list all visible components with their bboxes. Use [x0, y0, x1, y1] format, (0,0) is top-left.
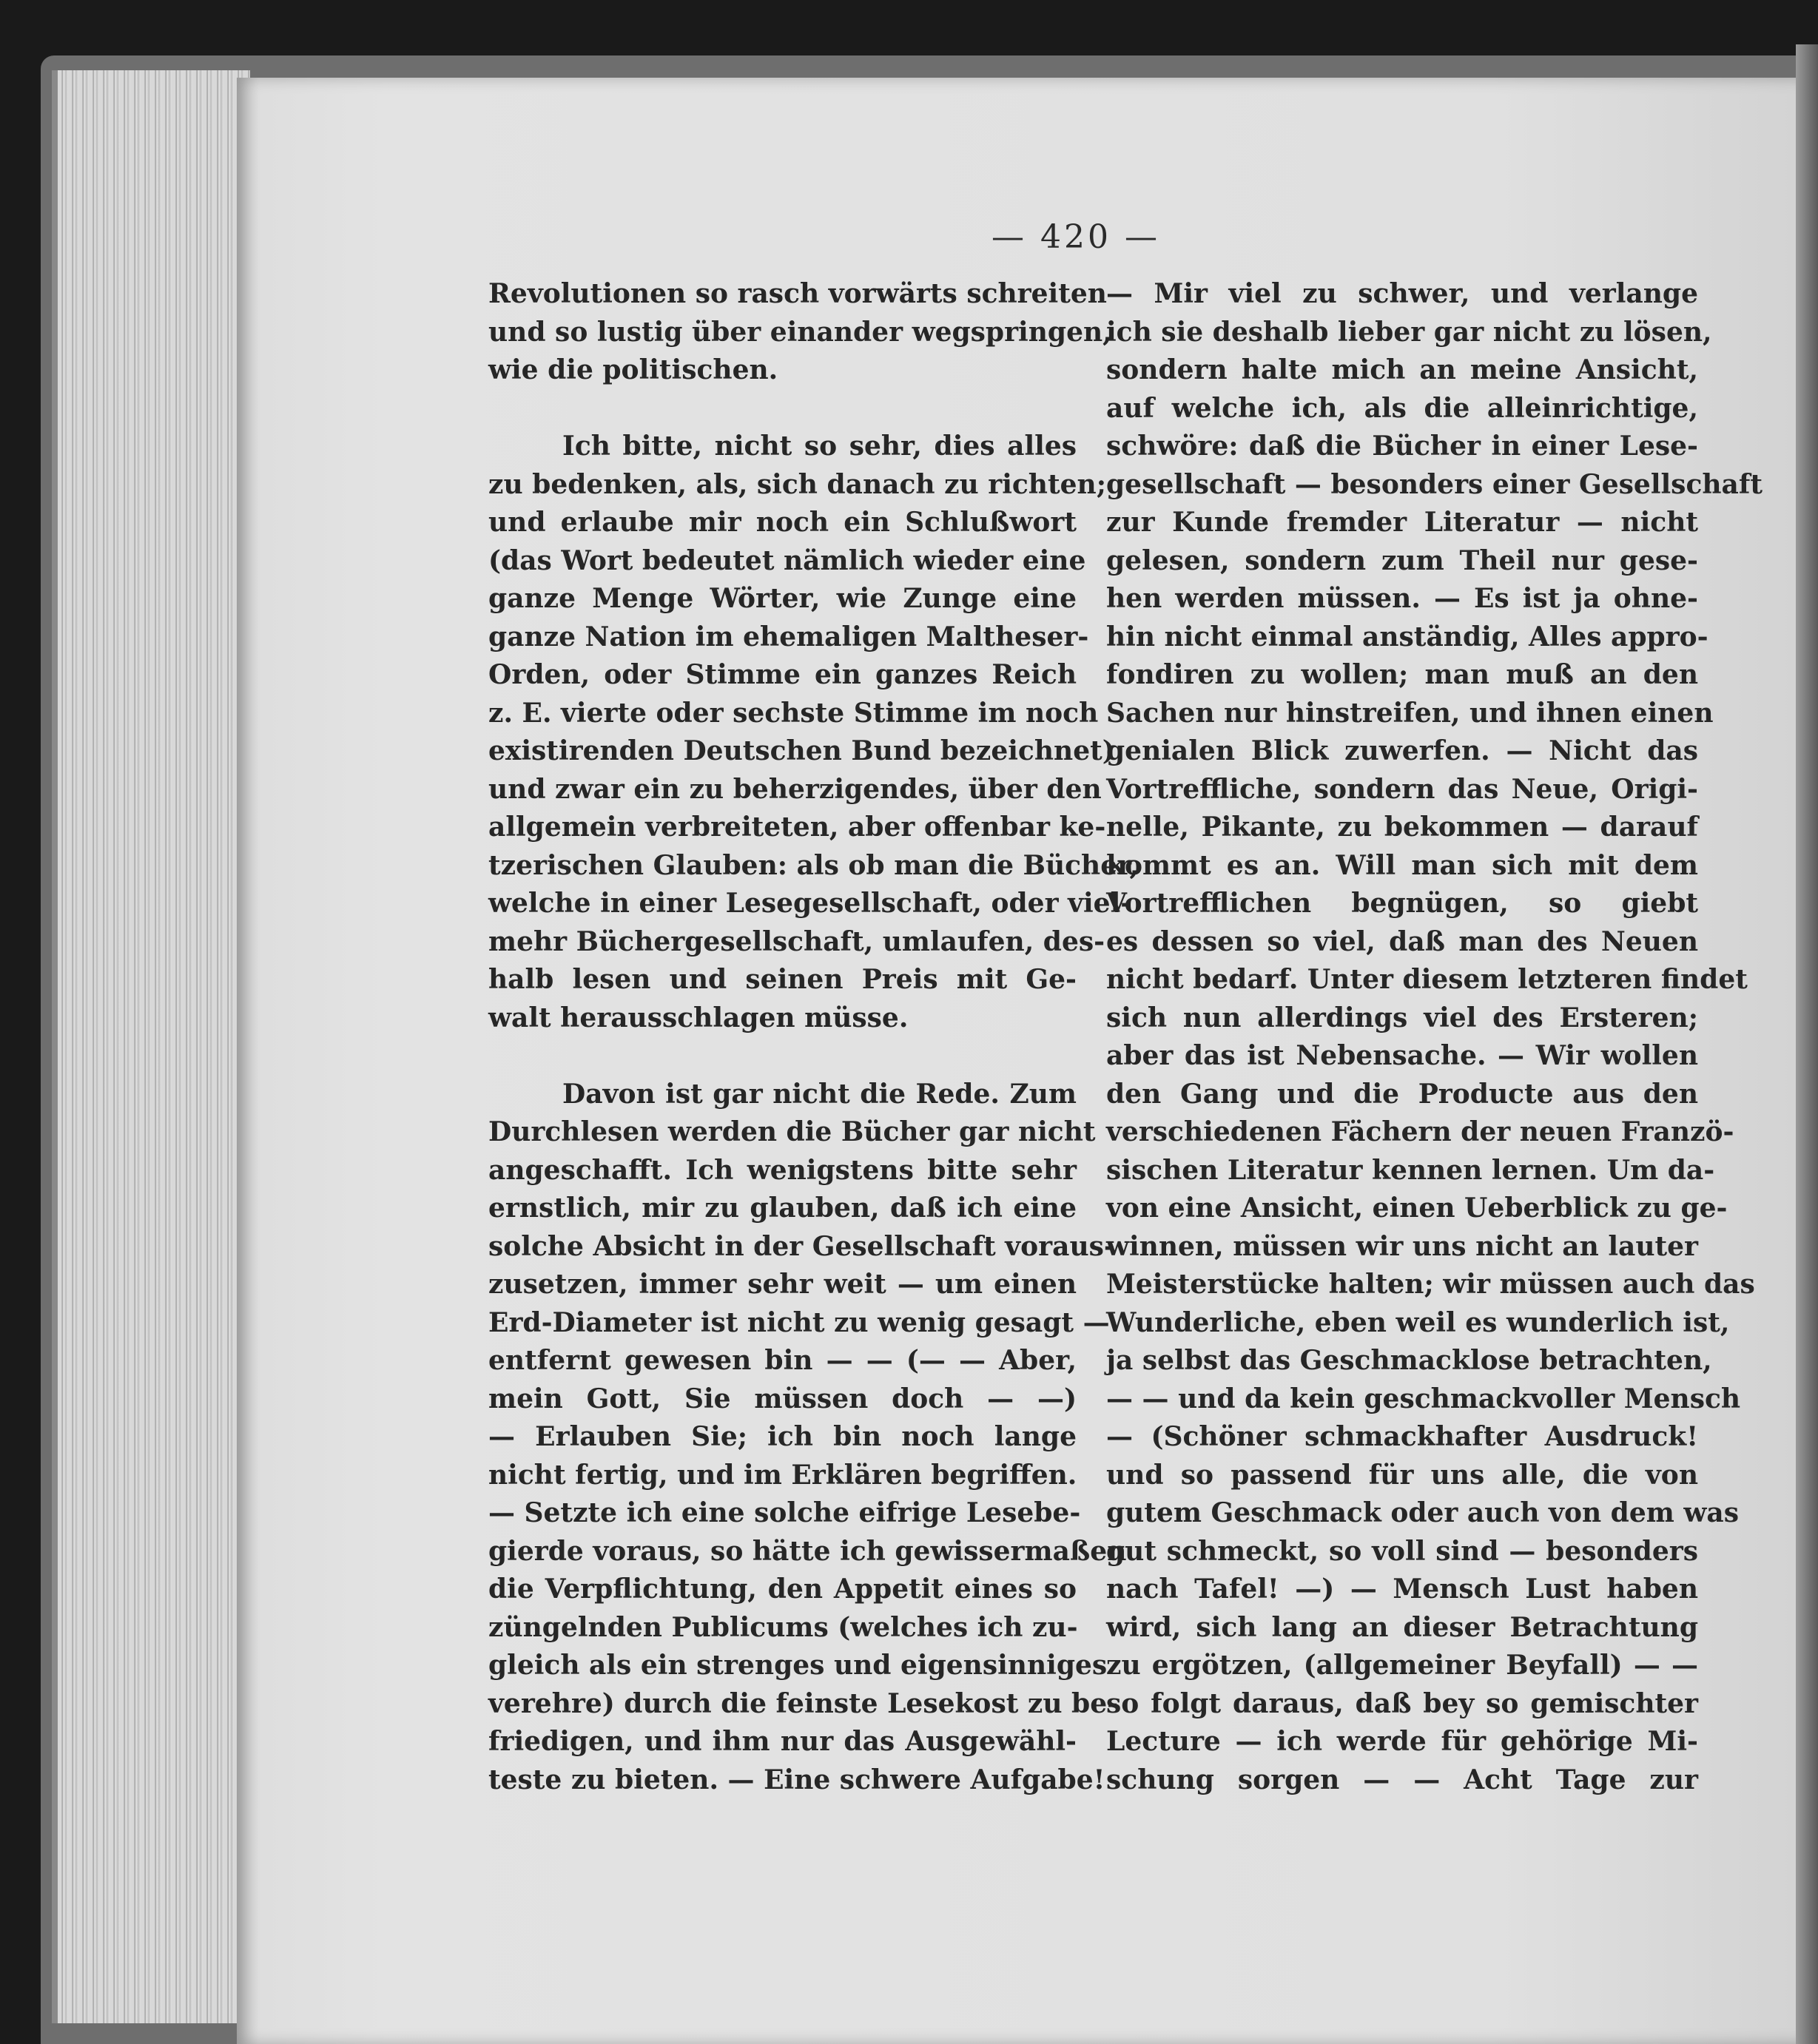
- text-line: und erlaube mir noch ein Schlußwort: [488, 507, 1077, 538]
- text-line: gelesen, sondern zum Theil nur gese-: [1106, 544, 1698, 576]
- text-line: ja selbst das Geschmacklose betrachten,: [1106, 1345, 1712, 1376]
- text-line: — Setzte ich eine solche eifrige Lesebe-: [488, 1497, 1081, 1528]
- scan-border: [1796, 44, 1818, 2044]
- text-line: hen werden müssen. — Es ist ja ohne-: [1106, 583, 1698, 614]
- text-line: hin nicht einmal anständig, Alles appro-: [1106, 621, 1708, 652]
- text-line: sischen Literatur kennen lernen. Um da-: [1106, 1154, 1715, 1186]
- text-line: Meisterstücke halten; wir müssen auch das: [1106, 1269, 1755, 1300]
- text-line: Orden, oder Stimme ein ganzes Reich: [488, 659, 1077, 690]
- text-line: Vortreffliche, sondern das Neue, Origi-: [1106, 773, 1698, 805]
- text-line: tzerischen Glauben: als ob man die Bücher,: [488, 849, 1139, 881]
- text-line: entfernt gewesen bin — — (— — Aber,: [488, 1345, 1077, 1376]
- left-text-column: [488, 275, 1139, 1799]
- text-line: existirenden Deutschen Bund bezeichnet): [488, 735, 1115, 766]
- text-line: genialen Blick zuwerfen. — Nicht das: [1106, 735, 1698, 766]
- text-line: gut schmeckt, so voll sind — besonders: [1106, 1535, 1698, 1567]
- text-line: wird, sich lang an dieser Betrachtung: [1106, 1611, 1698, 1643]
- text-line: Erd-Diameter ist nicht zu wenig gesagt —: [488, 1306, 1110, 1338]
- text-line: z. E. vierte oder sechste Stimme im noch: [488, 697, 1099, 729]
- paragraph-gap: [488, 1037, 1077, 1076]
- text-line: von eine Ansicht, einen Ueberblick zu ge-: [1106, 1193, 1728, 1224]
- text-line: wie die politischen.: [488, 354, 778, 385]
- text-line: Revolutionen so rasch vorwärts schreiten: [488, 278, 1107, 309]
- text-line: Wunderliche, eben weil es wunderlich ist,: [1106, 1306, 1730, 1338]
- text-line: fondiren zu wollen; man muß an den: [1106, 659, 1698, 690]
- text-line: — — und da kein geschmackvoller Mensch: [1106, 1383, 1741, 1414]
- page-number: — 420 —: [992, 218, 1160, 256]
- paragraph-gap: [488, 390, 1077, 428]
- text-line: schung sorgen — — Acht Tage zur: [1106, 1764, 1698, 1795]
- text-line: winnen, müssen wir uns nicht an lauter: [1106, 1230, 1698, 1262]
- text-line: verehre) durch die feinste Lesekost zu be-: [488, 1687, 1119, 1719]
- text-line: mehr Büchergesellschaft, umlaufen, des-: [488, 925, 1105, 957]
- text-line: ganze Menge Wörter, wie Zunge eine: [488, 583, 1077, 614]
- text-line: es dessen so viel, daß man des Neuen: [1106, 925, 1698, 957]
- text-line: Ich bitte, nicht so sehr, dies alles: [562, 431, 1077, 462]
- text-line: walt herausschlagen müsse.: [488, 1002, 909, 1033]
- page-edges: [52, 70, 250, 2023]
- text-line: zur Kunde fremder Literatur — nicht: [1106, 507, 1698, 538]
- text-line: halb lesen und seinen Preis mit Ge-: [488, 964, 1077, 995]
- text-line: nelle, Pikante, zu bekommen — darauf: [1106, 812, 1698, 843]
- text-line: verschiedenen Fächern der neuen Franzö-: [1106, 1116, 1734, 1147]
- text-line: kommt es an. Will man sich mit dem: [1106, 849, 1698, 881]
- text-line: ernstlich, mir zu glauben, daß ich eine: [488, 1193, 1077, 1224]
- text-line: teste zu bieten. — Eine schwere Aufgabe!: [488, 1764, 1105, 1795]
- text-line: friedigen, und ihm nur das Ausgewähl-: [488, 1726, 1077, 1757]
- text-line: zu bedenken, als, sich danach zu richten;: [488, 468, 1106, 500]
- text-line: — (Schöner schmackhafter Ausdruck!: [1106, 1421, 1698, 1452]
- text-line: und zwar ein zu beherzigendes, über den: [488, 773, 1102, 805]
- text-line: züngelnden Publicums (welches ich zu-: [488, 1611, 1078, 1643]
- text-line: gesellschaft — besonders einer Gesellschaft: [1106, 468, 1763, 500]
- text-line: Vortrefflichen begnügen, so giebt: [1106, 888, 1698, 919]
- text-line: zu ergötzen, (allgemeiner Beyfall) — —: [1106, 1650, 1698, 1681]
- text-line: Lecture — ich werde für gehörige Mi-: [1106, 1726, 1698, 1757]
- text-line: nicht bedarf. Unter diesem letzteren findet: [1106, 964, 1748, 995]
- text-line: gierde voraus, so hätte ich gewissermaßen: [488, 1535, 1127, 1567]
- text-line: nach Tafel! —) — Mensch Lust haben: [1106, 1574, 1698, 1605]
- text-line: den Gang und die Producte aus den: [1106, 1078, 1698, 1110]
- text-line: und so passend für uns alle, die von: [1106, 1459, 1698, 1491]
- text-line: sich nun allerdings viel des Ersteren;: [1106, 1002, 1698, 1033]
- text-line: — Mir viel zu schwer, und verlange: [1106, 278, 1698, 309]
- text-line: und so lustig über einander wegspringen,: [488, 316, 1112, 348]
- text-line: auf welche ich, als die alleinrichtige,: [1106, 392, 1698, 424]
- text-line: Davon ist gar nicht die Rede. Zum: [562, 1078, 1077, 1110]
- text-line: ganze Nation im ehemaligen Maltheser-: [488, 621, 1089, 652]
- text-line: allgemein verbreiteten, aber offenbar ke-: [488, 812, 1106, 843]
- text-line: sondern halte mich an meine Ansicht,: [1106, 354, 1698, 385]
- text-line: aber das ist Nebensache. — Wir wollen: [1106, 1040, 1698, 1071]
- text-line: — Erlauben Sie; ich bin noch lange: [488, 1421, 1077, 1452]
- text-line: Sachen nur hinstreifen, und ihnen einen: [1106, 697, 1714, 729]
- text-line: so folgt daraus, daß bey so gemischter: [1106, 1687, 1698, 1719]
- text-line: gutem Geschmack oder auch von dem was: [1106, 1497, 1739, 1528]
- text-line: (das Wort bedeutet nämlich wieder eine: [488, 544, 1086, 576]
- text-line: nicht fertig, und im Erklären begriffen.: [488, 1459, 1077, 1491]
- text-line: schwöre: daß die Bücher in einer Lese-: [1106, 431, 1698, 462]
- text-line: die Verpflichtung, den Appetit eines so: [488, 1574, 1077, 1605]
- text-line: zusetzen, immer sehr weit — um einen: [488, 1269, 1077, 1300]
- text-line: mein Gott, Sie müssen doch — —): [488, 1383, 1077, 1414]
- right-text-column: [1106, 275, 1763, 1799]
- text-line: angeschafft. Ich wenigstens bitte sehr: [488, 1154, 1077, 1186]
- text-line: ich sie deshalb lieber gar nicht zu lösen,: [1106, 316, 1712, 348]
- text-line: welche in einer Lesegesellschaft, oder viel-: [488, 888, 1132, 919]
- text-line: solche Absicht in der Gesellschaft voraus-: [488, 1230, 1115, 1262]
- text-line: Durchlesen werden die Bücher gar nicht: [488, 1116, 1096, 1147]
- text-line: gleich als ein strenges und eigensinniges: [488, 1650, 1108, 1681]
